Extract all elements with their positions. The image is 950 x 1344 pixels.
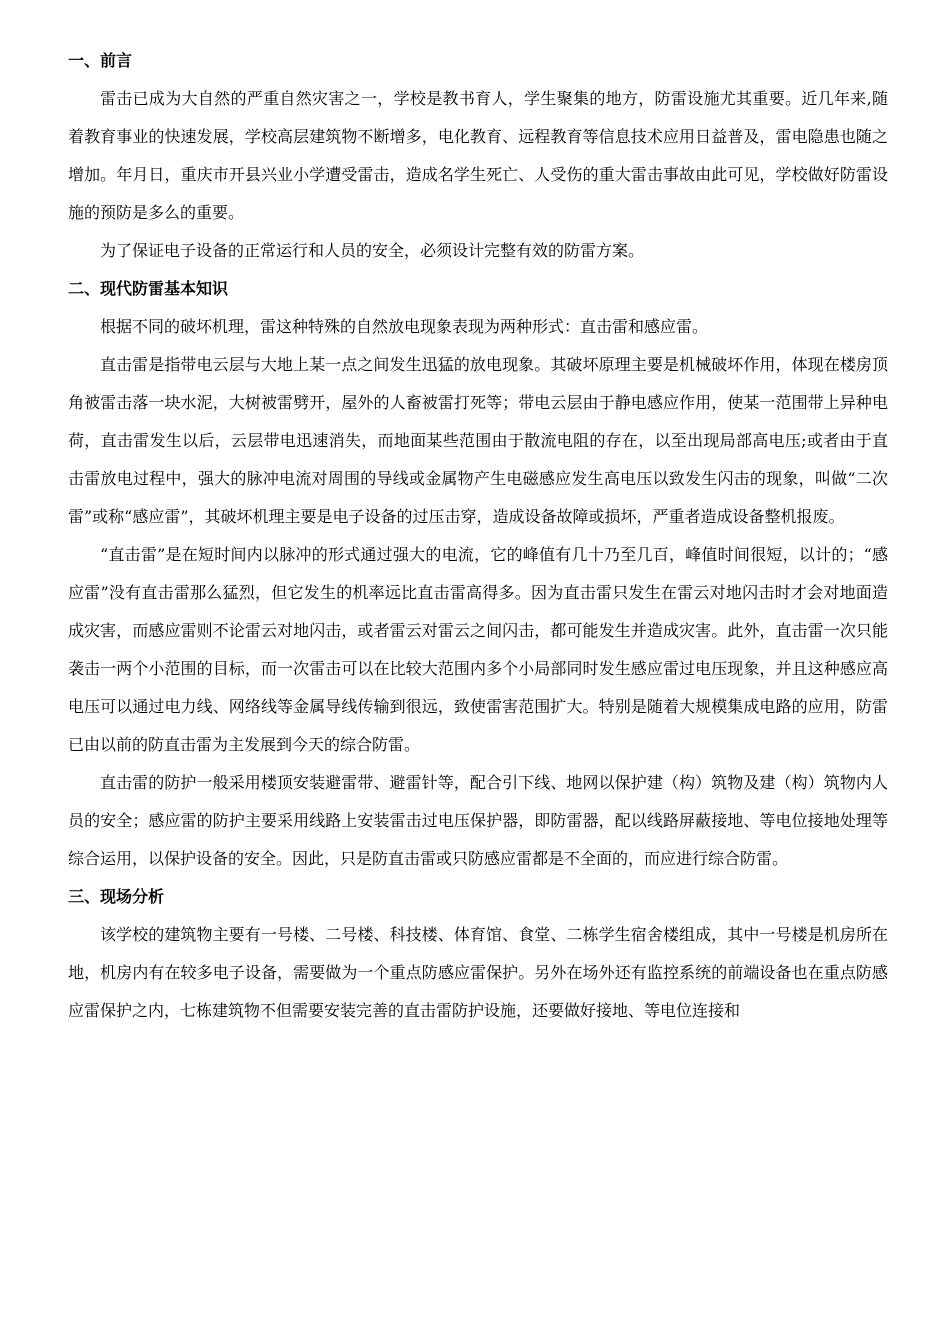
paragraph: 直击雷的防护一般采用楼顶安装避雷带、避雷针等，配合引下线、地网以保护建（构）筑物及建（构）筑物内人员的安全；感应雷的防护主要采用线路上安装雷击过电压保护器，即防雷器，配以线路屏蔽接地、等电位接地处理等综合运用，以保护设备的安全。因此，只是防直击雷或只防感应雷都是不全面的，而应进行综合防雷。	[68, 773, 888, 868]
section-preface	[68, 42, 888, 270]
section-heading: 二、现代防雷基本知识	[68, 279, 229, 298]
document-page	[68, 42, 888, 1030]
section-basic-knowledge	[68, 270, 888, 878]
section-heading: 三、现场分析	[68, 887, 165, 906]
paragraph: 为了保证电子设备的正常运行和人员的安全，必须设计完整有效的防雷方案。	[100, 241, 645, 260]
paragraph: 直击雷是指带电云层与大地上某一点之间发生迅猛的放电现象。其破坏原理主要是机械破坏作用，体现在楼房顶角被雷击落一块水泥，大树被雷劈开，屋外的人畜被雷打死等；带电云层由于静电感应作用，使某一范围带上异种电荷，直击雷发生以后，云层带电迅速消失，而地面某些范围由于散流电阻的存在，以至出现局部高电压;或者由于直击雷放电过程中，强大的脉冲电流对周围的导线或金属物产生电磁感应发生高电压以致发生闪击的现象，叫做“二次雷”或称“感应雷”，其破坏机理主要是电子设备的过压击穿，造成设备故障或损坏，严重者造成设备整机报废。	[68, 355, 888, 526]
paragraph: “直击雷”是在短时间内以脉冲的形式通过强大的电流，它的峰值有几十乃至几百，峰值时间很短，以计的；“感应雷”没有直击雷那么猛烈，但它发生的机率远比直击雷高得多。因为直击雷只发生在雷云对地闪击时才会对地面造成灾害，而感应雷则不论雷云对地闪击，或者雷云对雷云之间闪击，都可能发生并造成灾害。此外，直击雷一次只能袭击一两个小范围的目标，而一次雷击可以在比较大范围内多个小局部同时发生感应雷过电压现象，并且这种感应高电压可以通过电力线、网络线等金属导线传输到很远，致使雷害范围扩大。特别是随着大规模集成电路的应用，防雷已由以前的防直击雷为主发展到今天的综合防雷。	[68, 545, 888, 754]
section-site-analysis	[68, 878, 888, 1030]
section-heading: 一、前言	[68, 51, 133, 70]
paragraph: 雷击已成为大自然的严重自然灾害之一，学校是教书育人，学生聚集的地方，防雷设施尤其重要。近几年来,随着教育事业的快速发展，学校高层建筑物不断增多，电化教育、远程教育等信息技术应用日益普及，雷电隐患也随之增加。年月日，重庆市开县兴业小学遭受雷击，造成名学生死亡、人受伤的重大雷击事故由此可见，学校做好防雷设施的预防是多么的重要。	[68, 89, 888, 222]
paragraph: 根据不同的破坏机理，雷这种特殊的自然放电现象表现为两种形式：直击雷和感应雷。	[100, 317, 709, 336]
paragraph: 该学校的建筑物主要有一号楼、二号楼、科技楼、体育馆、食堂、二栋学生宿舍楼组成，其中一号楼是机房所在地，机房内有在较多电子设备，需要做为一个重点防感应雷保护。另外在场外还有监控系统的前端设备也在重点防感应雷保护之内，七栋建筑物不但需要安装完善的直击雷防护设施，还要做好接地、等电位连接和	[68, 925, 888, 1020]
